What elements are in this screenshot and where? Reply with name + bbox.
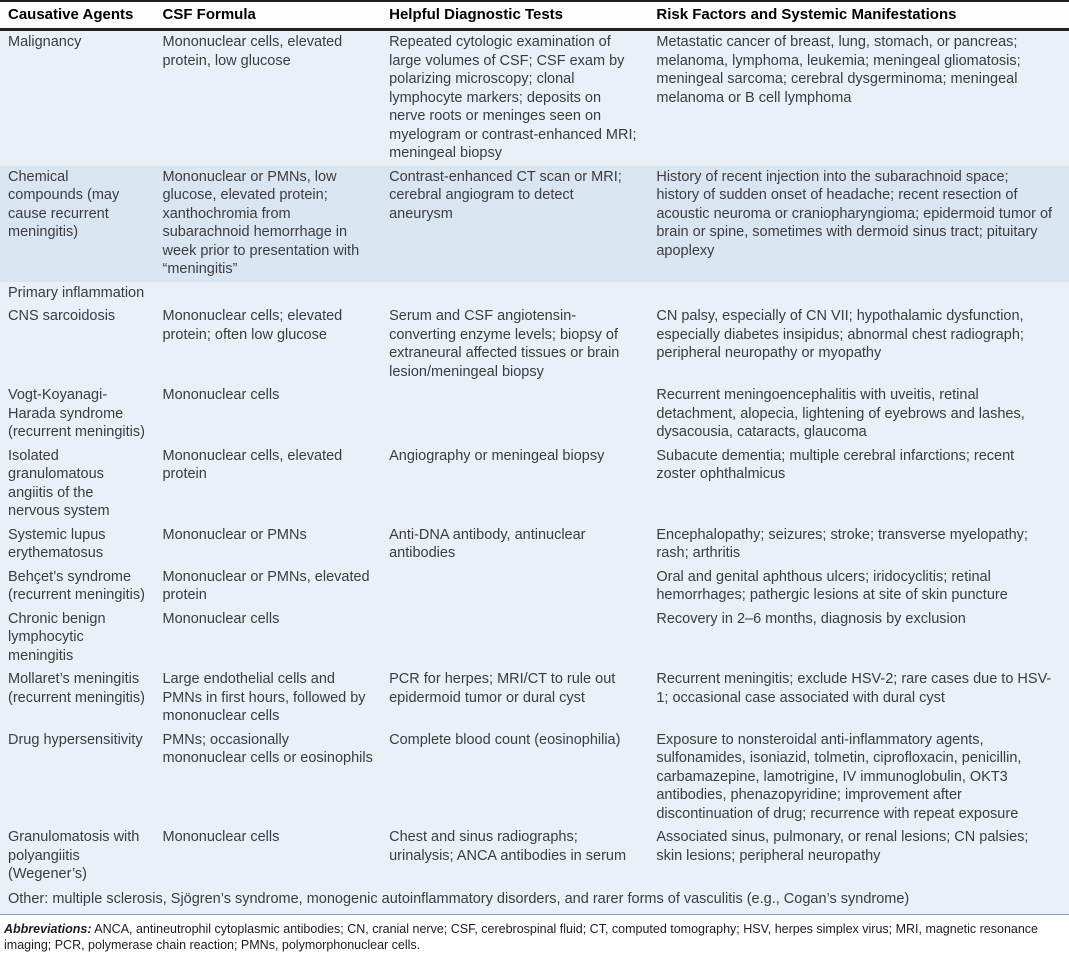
table-row xyxy=(0,305,1069,384)
cell-diagnostic-tests: Chest and sinus radiographs; urinalysis; ANCA antibodies in serum xyxy=(389,826,656,887)
cell-causative-agent: Mollaret’s meningitis (recurrent meningitis) xyxy=(0,668,162,729)
cell-causative-agent: Vogt-Koyanagi-Harada syndrome (recurrent meningitis) xyxy=(0,384,162,445)
cell-diagnostic-tests xyxy=(389,282,656,306)
footnote xyxy=(0,915,1069,957)
header-row xyxy=(0,1,1069,30)
cell-csf-formula: Mononuclear or PMNs, low glucose, elevated protein; xanthochromia from subarachnoid hemorrhage in week prior to presentation with “meningitis” xyxy=(162,166,389,282)
cell-causative-agent: Systemic lupus erythematosus xyxy=(0,524,162,566)
cell-diagnostic-tests xyxy=(389,566,656,608)
cell-csf-formula: Large endothelial cells and PMNs in first hours, followed by mononuclear cells xyxy=(162,668,389,729)
cell-risk-factors: CN palsy, especially of CN VII; hypothalamic dysfunction, especially diabetes insipidus; abnormal chest radiograph; peripheral neuropathy or myopathy xyxy=(656,305,1069,384)
cell-causative-agent: Chemical compounds (may cause recurrent meningitis) xyxy=(0,166,162,282)
table-row xyxy=(0,729,1069,827)
table-row xyxy=(0,166,1069,282)
cell-csf-formula: PMNs; occasionally mononuclear cells or eosinophils xyxy=(162,729,389,827)
cell-causative-agent: Malignancy xyxy=(0,30,162,166)
cell-diagnostic-tests: Contrast-enhanced CT scan or MRI; cerebral angiogram to detect aneurysm xyxy=(389,166,656,282)
footnote-label: Abbreviations: xyxy=(4,922,92,936)
cell-csf-formula: Mononuclear or PMNs xyxy=(162,524,389,566)
cell-risk-factors: Metastatic cancer of breast, lung, stomach, or pancreas; melanoma, lymphoma, leukemia; meningeal gliomatosis; meningeal sarcoma; cerebral dysgerminoma; meningeal melanoma or B cell lymphoma xyxy=(656,30,1069,166)
cell-csf-formula: Mononuclear cells; elevated protein; often low glucose xyxy=(162,305,389,384)
cell-diagnostic-tests: PCR for herpes; MRI/CT to rule out epidermoid tumor or dural cyst xyxy=(389,668,656,729)
table-row xyxy=(0,524,1069,566)
cell-diagnostic-tests: Anti-DNA antibody, antinuclear antibodies xyxy=(389,524,656,566)
cell-risk-factors: Oral and genital aphthous ulcers; iridocyclitis; retinal hemorrhages; pathergic lesions at site of skin puncture xyxy=(656,566,1069,608)
cell-diagnostic-tests: Serum and CSF angiotensin-converting enzyme levels; biopsy of extraneural affected tissues or brain lesion/meningeal biopsy xyxy=(389,305,656,384)
table-row xyxy=(0,445,1069,524)
cell-risk-factors xyxy=(656,282,1069,306)
cell-diagnostic-tests: Angiography or meningeal biopsy xyxy=(389,445,656,524)
cell-causative-agent: Granulomatosis with polyangiitis (Wegener’s) xyxy=(0,826,162,887)
cell-risk-factors: Recurrent meningitis; exclude HSV-2; rare cases due to HSV-1; occasional case associated with dural cyst xyxy=(656,668,1069,729)
table-row xyxy=(0,608,1069,669)
column-header-csf-formula: CSF Formula xyxy=(162,1,389,30)
cell-causative-agent: Isolated granulomatous angiitis of the nervous system xyxy=(0,445,162,524)
cell-causative-agent: Drug hypersensitivity xyxy=(0,729,162,827)
cell-causative-agent: Chronic benign lymphocytic meningitis xyxy=(0,608,162,669)
cell-causative-agent: CNS sarcoidosis xyxy=(0,305,162,384)
cell-causative-agent: Behçet’s syndrome (recurrent meningitis) xyxy=(0,566,162,608)
column-header-risk-factors: Risk Factors and Systemic Manifestations xyxy=(656,1,1069,30)
other-note: Other: multiple sclerosis, Sjögren’s syndrome, monogenic autoinflammatory disorders, and rarer forms of vasculitis (e.g., Cogan’s syndrome) xyxy=(0,887,1069,916)
cell-diagnostic-tests: Complete blood count (eosinophilia) xyxy=(389,729,656,827)
table-row xyxy=(0,826,1069,887)
cell-risk-factors: Exposure to nonsteroidal anti-inflammatory agents, sulfonamides, isoniazid, tolmetin, ciprofloxacin, penicillin, carbamazepine, lamotrigine, IV immunoglobulin, OKT3 antibodies, phenazopyridine; improvement after discontinuation of drug; recurrence with repeat exposure xyxy=(656,729,1069,827)
footnote-text: ANCA, antineutrophil cytoplasmic antibodies; CN, cranial nerve; CSF, cerebrospinal fluid; CT, computed tomography; HSV, herpes simplex virus; MRI, magnetic resonance imaging; PCR, polymerase chain reaction; PMNs, polymorphonuclear cells. xyxy=(4,922,1039,952)
cell-risk-factors: Recurrent meningoencephalitis with uveitis, retinal detachment, alopecia, lightening of eyebrows and lashes, dysacousia, cataracts, glaucoma xyxy=(656,384,1069,445)
cell-risk-factors: Associated sinus, pulmonary, or renal lesions; CN palsies; skin lesions; peripheral neuropathy xyxy=(656,826,1069,887)
cell-csf-formula: Mononuclear or PMNs, elevated protein xyxy=(162,566,389,608)
table-header xyxy=(0,1,1069,30)
table-row xyxy=(0,668,1069,729)
table-row xyxy=(0,566,1069,608)
table-row xyxy=(0,282,1069,306)
cell-csf-formula: Mononuclear cells xyxy=(162,826,389,887)
cell-csf-formula: Mononuclear cells xyxy=(162,608,389,669)
table-row xyxy=(0,30,1069,166)
cell-risk-factors: Subacute dementia; multiple cerebral infarctions; recent zoster ophthalmicus xyxy=(656,445,1069,524)
cell-diagnostic-tests: Repeated cytologic examination of large volumes of CSF; CSF exam by polarizing microscopy; clonal lymphocyte markers; deposits on nerve roots or meninges seen on myelogram or contrast-enhanced MRI; meningeal biopsy xyxy=(389,30,656,166)
table-body xyxy=(0,30,1069,887)
cell-risk-factors: Recovery in 2–6 months, diagnosis by exclusion xyxy=(656,608,1069,669)
cell-risk-factors: Encephalopathy; seizures; stroke; transverse myelopathy; rash; arthritis xyxy=(656,524,1069,566)
cell-diagnostic-tests xyxy=(389,384,656,445)
cell-csf-formula xyxy=(162,282,389,306)
column-header-diagnostic-tests: Helpful Diagnostic Tests xyxy=(389,1,656,30)
column-header-causative-agents: Causative Agents xyxy=(0,1,162,30)
cell-risk-factors: History of recent injection into the subarachnoid space; history of sudden onset of headache; recent resection of acoustic neuroma or craniopharyngioma; epidermoid tumor of brain or spine, sometimes with dermoid sinus tract; pituitary apoplexy xyxy=(656,166,1069,282)
cell-csf-formula: Mononuclear cells, elevated protein, low glucose xyxy=(162,30,389,166)
table-row xyxy=(0,384,1069,445)
cell-csf-formula: Mononuclear cells, elevated protein xyxy=(162,445,389,524)
cell-csf-formula: Mononuclear cells xyxy=(162,384,389,445)
cell-causative-agent: Primary inflammation xyxy=(0,282,162,306)
cell-diagnostic-tests xyxy=(389,608,656,669)
